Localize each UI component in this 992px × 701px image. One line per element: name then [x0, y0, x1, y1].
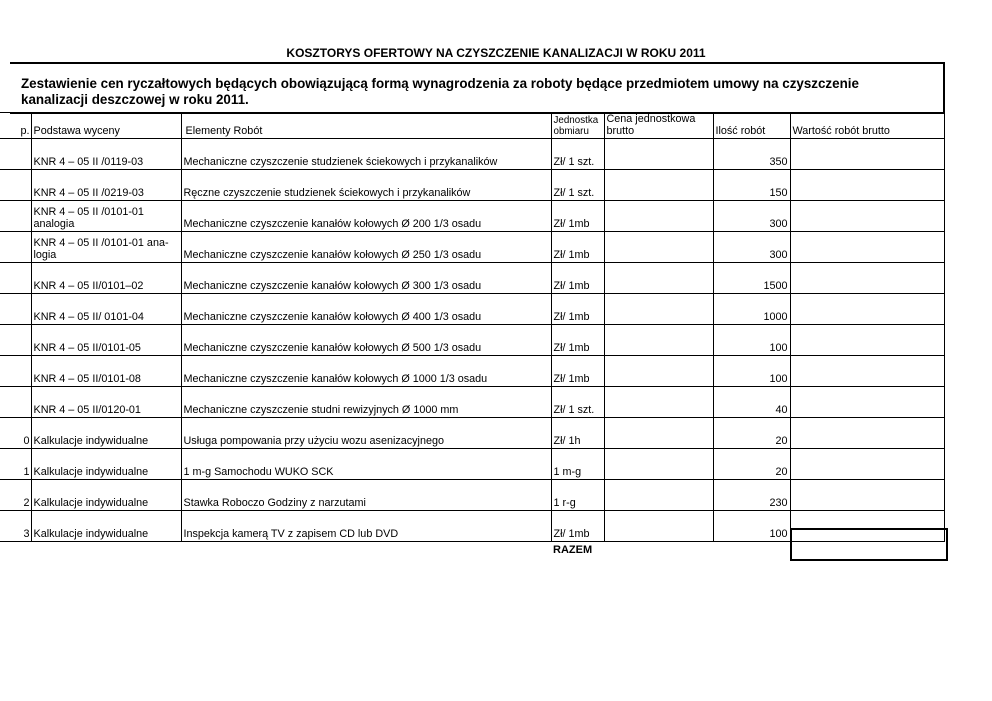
row-lp: [0, 356, 31, 387]
row-quantity: 40: [713, 387, 790, 418]
row-quantity: 300: [713, 232, 790, 263]
row-lp: 1: [0, 449, 31, 480]
row-value: [790, 294, 944, 325]
row-element: Mechaniczne czyszczenie kanałów kołowych Ø 300 1/3 osadu: [181, 263, 551, 294]
row-unit: Zł/ 1mb: [551, 356, 604, 387]
row-quantity: 1000: [713, 294, 790, 325]
table-row: [0, 480, 944, 511]
row-element: Mechaniczne czyszczenie kanałów kołowych Ø 200 1/3 osadu: [181, 201, 551, 232]
table-row: [0, 387, 944, 418]
row-basis: KNR 4 – 05 II/0101-08: [31, 356, 181, 387]
row-unit-price: [604, 387, 713, 418]
row-quantity: 100: [713, 325, 790, 356]
table-row: [0, 139, 944, 170]
table-row: [0, 170, 944, 201]
row-lp: [0, 387, 31, 418]
row-element: Stawka Roboczo Godziny z narzutami: [181, 480, 551, 511]
row-lp: 2: [0, 480, 31, 511]
row-unit-price: [604, 294, 713, 325]
row-quantity: 100: [713, 511, 790, 542]
header-quantity: Ilość robót: [713, 113, 790, 139]
row-lp: [0, 263, 31, 294]
row-basis: KNR 4 – 05 II/ 0101-04: [31, 294, 181, 325]
row-value: [790, 387, 944, 418]
row-basis: KNR 4 – 05 II/0120-01: [31, 387, 181, 418]
row-basis: KNR 4 – 05 II/0101–02: [31, 263, 181, 294]
table-row: [0, 325, 944, 356]
row-basis: Kalkulacje indywidualne: [31, 418, 181, 449]
table-row: [0, 263, 944, 294]
row-unit: Zł/ 1mb: [551, 232, 604, 263]
row-lp: [0, 325, 31, 356]
row-unit-price: [604, 139, 713, 170]
row-value: [790, 170, 944, 201]
row-unit-price: [604, 480, 713, 511]
row-quantity: 230: [713, 480, 790, 511]
row-value: [790, 449, 944, 480]
table-row: [0, 294, 944, 325]
row-element: Inspekcja kamerą TV z zapisem CD lub DVD: [181, 511, 551, 542]
header-basis: Podstawa wyceny: [31, 113, 181, 139]
row-unit: Zł/ 1mb: [551, 325, 604, 356]
row-unit-price: [604, 356, 713, 387]
row-unit: Zł/ 1 szt.: [551, 387, 604, 418]
table-row: [0, 232, 944, 263]
row-basis: KNR 4 – 05 II /0219-03: [31, 170, 181, 201]
row-value: [790, 139, 944, 170]
row-basis: Kalkulacje indywidualne: [31, 511, 181, 542]
row-lp: 3: [0, 511, 31, 542]
row-unit-price: [604, 232, 713, 263]
row-basis: KNR 4 – 05 II /0101-01 ana-logia: [31, 232, 181, 263]
row-value: [790, 232, 944, 263]
row-quantity: 300: [713, 201, 790, 232]
row-lp: [0, 139, 31, 170]
row-element: Mechaniczne czyszczenie studzienek ściekowych i przykanalików: [181, 139, 551, 170]
row-value: [790, 418, 944, 449]
row-lp: [0, 232, 31, 263]
row-value: [790, 356, 944, 387]
row-unit: 1 r-g: [551, 480, 604, 511]
row-unit: Zł/ 1mb: [551, 263, 604, 294]
row-unit: Zł/ 1 szt.: [551, 139, 604, 170]
row-basis: Kalkulacje indywidualne: [31, 480, 181, 511]
row-quantity: 350: [713, 139, 790, 170]
row-basis: Kalkulacje indywidualne: [31, 449, 181, 480]
row-element: Usługa pompowania przy użyciu wozu asenizacyjnego: [181, 418, 551, 449]
row-unit-price: [604, 170, 713, 201]
row-unit: Zł/ 1 szt.: [551, 170, 604, 201]
row-lp: 0: [0, 418, 31, 449]
row-lp: [0, 294, 31, 325]
row-unit-price: [604, 325, 713, 356]
row-unit: Zł/ 1mb: [551, 294, 604, 325]
header-lp: p.: [0, 113, 31, 139]
table-row: [0, 449, 944, 480]
subtitle-line-2: kanalizacji deszczowej w roku 2011.: [21, 92, 249, 107]
row-basis: KNR 4 – 05 II /0101-01 analogia: [31, 201, 181, 232]
row-value: [790, 263, 944, 294]
row-basis: KNR 4 – 05 II /0119-03: [31, 139, 181, 170]
row-unit: Zł/ 1mb: [551, 511, 604, 542]
subtitle: [21, 76, 921, 108]
document-title: KOSZTORYS OFERTOWY NA CZYSZCZENIE KANALIZACJI W ROKU 2011: [286, 46, 706, 60]
row-value: [790, 201, 944, 232]
row-unit-price: [604, 263, 713, 294]
row-element: 1 m-g Samochodu WUKO SCK: [181, 449, 551, 480]
table-row: [0, 201, 944, 232]
header-value: Wartość robót brutto: [790, 113, 944, 139]
total-label: RAZEM: [553, 544, 593, 556]
total-value-box: [790, 528, 948, 561]
row-element: Mechaniczne czyszczenie kanałów kołowych Ø 500 1/3 osadu: [181, 325, 551, 356]
row-lp: [0, 170, 31, 201]
row-unit: Zł/ 1h: [551, 418, 604, 449]
row-element: Ręczne czyszczenie studzienek ściekowych i przykanalików: [181, 170, 551, 201]
row-unit-price: [604, 418, 713, 449]
row-unit-price: [604, 449, 713, 480]
subtitle-line-1: Zestawienie cen ryczałtowych będących obowiązującą formą wynagrodzenia za roboty będące przedmiotem umowy na czyszczenie: [21, 76, 859, 91]
table-header-row: [0, 113, 944, 139]
row-quantity: 20: [713, 449, 790, 480]
row-value: [790, 325, 944, 356]
row-quantity: 1500: [713, 263, 790, 294]
row-quantity: 100: [713, 356, 790, 387]
row-unit: Zł/ 1mb: [551, 201, 604, 232]
header-elements: Elementy Robót: [181, 113, 551, 139]
row-unit: 1 m-g: [551, 449, 604, 480]
row-basis: KNR 4 – 05 II/0101-05: [31, 325, 181, 356]
row-value: [790, 480, 944, 511]
row-element: Mechaniczne czyszczenie kanałów kołowych Ø 1000 1/3 osadu: [181, 356, 551, 387]
header-unit: Jednostka obmiaru: [551, 113, 604, 139]
row-unit-price: [604, 511, 713, 542]
header-unit-price: Cena jednostkowa brutto: [604, 113, 713, 139]
row-unit-price: [604, 201, 713, 232]
row-quantity: 20: [713, 418, 790, 449]
row-element: Mechaniczne czyszczenie kanałów kołowych Ø 400 1/3 osadu: [181, 294, 551, 325]
row-lp: [0, 201, 31, 232]
row-element: Mechaniczne czyszczenie kanałów kołowych Ø 250 1/3 osadu: [181, 232, 551, 263]
row-quantity: 150: [713, 170, 790, 201]
cost-table: [0, 112, 945, 542]
table-row: [0, 418, 944, 449]
table-row: [0, 356, 944, 387]
row-element: Mechaniczne czyszczenie studni rewizyjnych Ø 1000 mm: [181, 387, 551, 418]
